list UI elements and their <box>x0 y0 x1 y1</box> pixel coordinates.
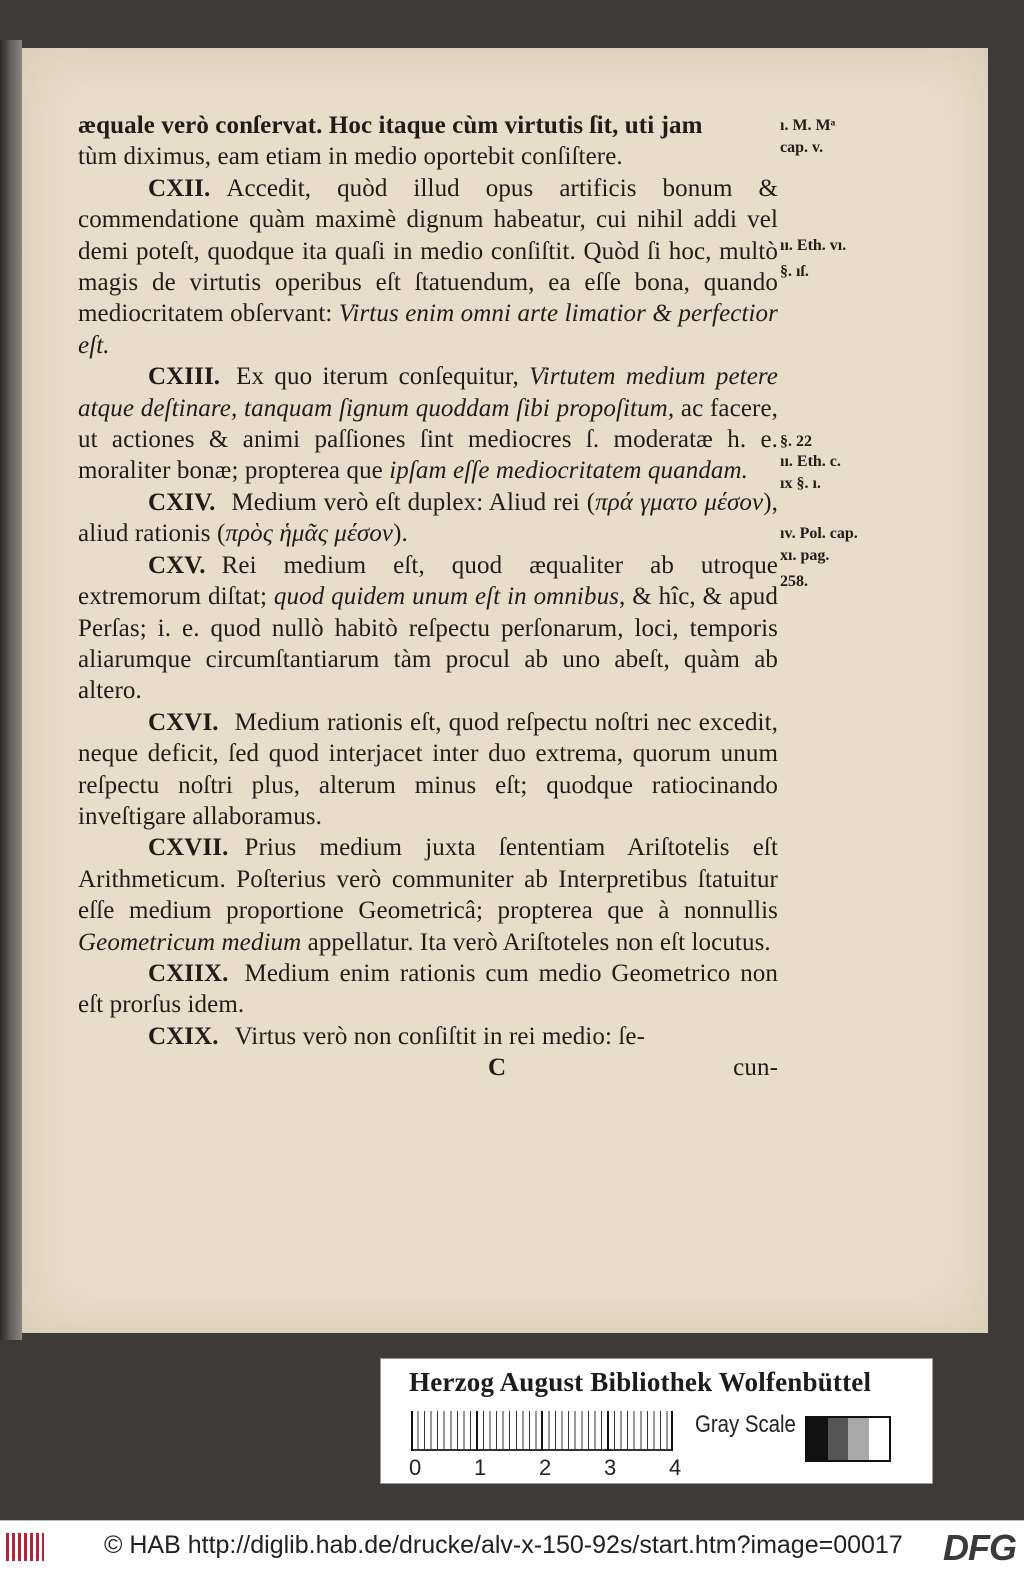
italic-text: πρά γματο μέσον <box>595 488 764 516</box>
text-run: appellatur. Ita verò Ariſtoteles non eſt locutus. <box>301 928 771 956</box>
book-page <box>22 48 988 1333</box>
text-run: , & hîc, & apud Perſas; i. e. quod nullò habitò reſpectu perſonarum, loci, temporis aliarumque circumſtantiarum tàm procul ab uno abeſt, quàm ab altero. <box>78 583 779 705</box>
paragraph-number: CXIII. <box>148 363 221 391</box>
paragraph <box>78 550 778 707</box>
viewer-footer <box>0 1520 1024 1573</box>
paragraph-number: CXVI. <box>148 708 219 736</box>
catchword: cun- <box>733 1054 778 1082</box>
signature-mark: C <box>488 1054 507 1082</box>
text-run: ), aliud rationis ( <box>78 488 778 548</box>
dfg-logo: DFG <box>943 1527 1016 1568</box>
ruler-label: 4 <box>669 1455 682 1480</box>
page-footer-line <box>78 1052 778 1083</box>
italic-text: πρὸς ἡμᾶς μέσον <box>225 520 394 548</box>
ruler-major-tick <box>671 1411 673 1451</box>
paragraph-number: CXVII. <box>148 834 229 862</box>
paragraph <box>78 958 778 1021</box>
ruler-major-tick <box>607 1411 609 1451</box>
margin-note: ıı. Eth. vı. <box>780 237 847 254</box>
book-gutter-shadow <box>0 40 22 1340</box>
gray-scale-swatches <box>805 1416 891 1462</box>
italic-text: Virtus enim omni arte limatior & perfectior eſt. <box>78 300 778 359</box>
paragraph-list <box>78 173 778 1052</box>
text-line: æquale verò conſervat. Hoc itaque cùm virtutis ſit, uti jam <box>78 112 703 139</box>
ruler-label: 3 <box>604 1455 617 1480</box>
italic-text: quod quidem unum eſt in omnibus <box>273 583 620 611</box>
gray-swatch <box>848 1418 869 1460</box>
margin-note: 258. <box>780 573 808 590</box>
paragraph <box>78 707 778 833</box>
margin-note: ıı. Eth. c. <box>780 453 841 470</box>
gray-swatch <box>807 1418 828 1460</box>
margin-note: ıx §. ı. <box>780 475 821 492</box>
text-run: ac facere, ut actiones & animi paſſiones ſint mediocres ſ. moderatæ h. e. moraliter bonæ; propterea que <box>78 394 778 485</box>
gray-scale-label: Gray Scale <box>695 1411 796 1438</box>
paragraph <box>78 487 778 550</box>
text-run: Ex quo iterum conſequitur, <box>236 363 530 391</box>
gray-swatch <box>869 1418 890 1460</box>
text-run: Medium rationis eſt, quod reſpectu noſtri nec excedit, neque deficit, ſed quod interjacet inter duo extrema, quorum unum reſpectu noſtri plus, alterum minus eſt; quodque ratiocinando inveſtigare allaboramus. <box>78 708 778 830</box>
ruler-major-tick <box>476 1411 478 1451</box>
paragraph <box>78 173 778 361</box>
margin-note: ıv. Pol. cap. <box>780 525 858 542</box>
paragraph-number: CXV. <box>148 551 206 579</box>
margin-note: ı. M. Mᵃ <box>780 117 836 134</box>
paragraph-number: CXII. <box>148 174 211 202</box>
margin-note: §. 22 <box>780 433 812 450</box>
paragraph <box>78 832 778 958</box>
margin-note: xı. pag. <box>780 547 830 564</box>
paragraph-number: CXIX. <box>148 1022 219 1050</box>
italic-text: ipſam eſſe mediocritatem quandam. <box>389 457 749 485</box>
text-run: Virtus verò non conſiſtit in rei medio: ſe- <box>234 1022 646 1050</box>
italic-text: Virtutem medium petere atque deſtinare, tanquam ſignum quoddam ſibi propoſitum, <box>78 363 778 422</box>
ruler-label: 1 <box>474 1455 487 1480</box>
paragraph-number: CXIV. <box>148 488 216 516</box>
paragraph <box>78 1021 778 1052</box>
copyright-url[interactable]: © HAB http://diglib.hab.de/drucke/alv-x-150-92s/start.htm?image=00017 <box>104 1531 903 1559</box>
text-line: tùm diximus, eam etiam in medio oportebit conſiſtere. <box>78 143 623 171</box>
paragraph-number: CXIIX. <box>148 959 229 987</box>
ruler-major-tick <box>541 1411 543 1451</box>
text-run: Medium enim rationis cum medio Geometrico non eſt prorſus idem. <box>78 959 778 1019</box>
library-name: Herzog August Bibliothek Wolfenbüttel <box>409 1367 872 1397</box>
text-run: Accedit, quòd illud opus artificis bonum & commendatione quàm maximè dignum habeatur, cui nihil addi vel demi poteſt, quodque ita quaſi in medio conſiſtit. Quòd ſi hoc, multò magis de virtutis operibus eſt ſtatuendum, ea eſſe bona, quando mediocritatem obſervant: <box>78 174 778 328</box>
page-text <box>78 110 778 1083</box>
gray-swatch <box>828 1418 849 1460</box>
text-run: ). <box>393 520 408 548</box>
paragraph <box>78 361 778 487</box>
text-run: Medium verò eſt duplex: Aliud rei ( <box>231 488 596 516</box>
italic-text: Geometricum medium <box>78 928 302 956</box>
text-run: Rei medium eſt, quod æqualiter ab utroque extremorum diſtat; <box>78 551 778 611</box>
scale-ruler <box>411 1411 673 1451</box>
margin-note: cap. v. <box>780 139 824 156</box>
ruler-major-tick <box>411 1411 413 1451</box>
text-run: Prius medium juxta ſententiam Ariſtotelis eſt Arithmeticum. Poſterius verò communiter ab Interpretibus ſtatuitur eſſe medium proportione Geometricâ; propterea que à nonnullis <box>78 834 778 925</box>
color-calibration-card <box>380 1358 933 1484</box>
hab-logo-icon <box>6 1533 44 1561</box>
ruler-label: 0 <box>409 1455 422 1480</box>
ruler-label: 2 <box>539 1455 552 1480</box>
margin-note: §. ıſ. <box>780 263 809 280</box>
